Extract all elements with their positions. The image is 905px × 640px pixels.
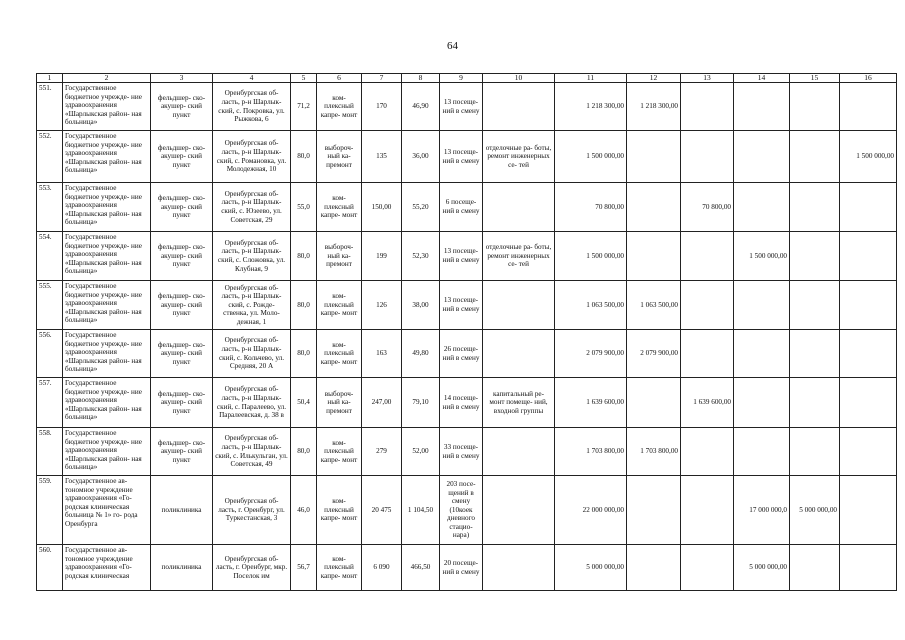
table-row xyxy=(37,281,897,330)
work-description xyxy=(483,476,555,545)
work-type: выбороч- ный ка- премонт xyxy=(317,378,362,428)
header-row xyxy=(37,74,897,83)
work-type: ком- плексный капре- монт xyxy=(317,330,362,378)
work-description xyxy=(483,545,555,591)
area: 80,0 xyxy=(291,428,317,476)
row-number: 553. xyxy=(37,183,63,232)
amount-col-13 xyxy=(681,476,734,545)
col-8: 49,80 xyxy=(402,330,440,378)
institution-name: Государственное бюджетное учрежде- ние здравоохранения «Шарлыкская район- ная больница» xyxy=(63,330,151,378)
column-header: 7 xyxy=(362,74,402,83)
total-amount: 5 000 000,00 xyxy=(555,545,627,591)
amount-col-16 xyxy=(840,428,897,476)
amount-col-13 xyxy=(681,131,734,183)
amount-col-13 xyxy=(681,83,734,131)
amount-col-14: 17 000 000,0 xyxy=(734,476,790,545)
facility-type: фельдшер- ско-акушер- ский пункт xyxy=(151,428,213,476)
work-type: выбороч- ный ка- премонт xyxy=(317,131,362,183)
area: 80,0 xyxy=(291,330,317,378)
work-description: отделочные ра- боты, ремонт инженерных се- тей xyxy=(483,232,555,281)
amount-col-13 xyxy=(681,232,734,281)
amount-col-15 xyxy=(790,428,840,476)
col-8: 55,20 xyxy=(402,183,440,232)
col-7: 135 xyxy=(362,131,402,183)
row-number: 552. xyxy=(37,131,63,183)
address: Оренбургская об- ласть, р-н Шарлык- ский, с. Рожде- ственка, ул. Моло- дежная, 1 xyxy=(213,281,291,330)
row-number: 558. xyxy=(37,428,63,476)
work-type: ком- плексный капре- монт xyxy=(317,545,362,591)
col-7: 126 xyxy=(362,281,402,330)
amount-col-14 xyxy=(734,131,790,183)
row-number: 551. xyxy=(37,83,63,131)
work-type: ком- плексный капре- монт xyxy=(317,428,362,476)
col-7: 163 xyxy=(362,330,402,378)
facility-type: фельдшер- ско-акушер- ский пункт xyxy=(151,131,213,183)
area: 46,0 xyxy=(291,476,317,545)
work-type: ком- плексный капре- монт xyxy=(317,476,362,545)
amount-col-15 xyxy=(790,183,840,232)
data-table xyxy=(36,73,897,591)
total-amount: 70 800,00 xyxy=(555,183,627,232)
facility-type: фельдшер- ско-акушер- ский пункт xyxy=(151,281,213,330)
capacity: 203 посе- щений в смену (10коек дневного стацио- нара) xyxy=(440,476,483,545)
amount-col-16 xyxy=(840,281,897,330)
work-type: ком- плексный капре- монт xyxy=(317,83,362,131)
work-description: капитальный ре- монт помеще- ний, входной группы xyxy=(483,378,555,428)
facility-type: фельдшер- ско-акушер- ский пункт xyxy=(151,378,213,428)
total-amount: 1 703 800,00 xyxy=(555,428,627,476)
total-amount: 22 000 000,00 xyxy=(555,476,627,545)
amount-col-12 xyxy=(627,232,681,281)
amount-col-16 xyxy=(840,183,897,232)
col-8: 466,50 xyxy=(402,545,440,591)
table-row xyxy=(37,428,897,476)
area: 80,0 xyxy=(291,281,317,330)
amount-col-13 xyxy=(681,428,734,476)
capacity: 13 посеще- ний в смену xyxy=(440,232,483,281)
institution-name: Государственное бюджетное учрежде- ние здравоохранения «Шарлыкская район- ная больница» xyxy=(63,428,151,476)
facility-type: фельдшер- ско-акушер- ский пункт xyxy=(151,83,213,131)
amount-col-14 xyxy=(734,330,790,378)
amount-col-16 xyxy=(840,476,897,545)
facility-type: фельдшер- ско-акушер- ский пункт xyxy=(151,232,213,281)
institution-name: Государственное бюджетное учрежде- ние здравоохранения «Шарлыкская район- ная больница» xyxy=(63,131,151,183)
amount-col-16: 1 500 000,00 xyxy=(840,131,897,183)
capacity: 13 посеще- ний в смену xyxy=(440,281,483,330)
institution-name: Государственное бюджетное учрежде- ние здравоохранения «Шарлыкская район- ная больница» xyxy=(63,281,151,330)
col-7: 150,00 xyxy=(362,183,402,232)
table-row xyxy=(37,330,897,378)
amount-col-14: 1 500 000,00 xyxy=(734,232,790,281)
address: Оренбургская об- ласть, р-н Шарлык- ский, с. Юзеево, ул. Советская, 29 xyxy=(213,183,291,232)
table-row xyxy=(37,378,897,428)
institution-name: Государственное бюджетное учрежде- ние здравоохранения «Шарлыкская район- ная больница» xyxy=(63,183,151,232)
amount-col-13 xyxy=(681,330,734,378)
amount-col-15 xyxy=(790,83,840,131)
column-header: 6 xyxy=(317,74,362,83)
amount-col-14 xyxy=(734,428,790,476)
column-header: 13 xyxy=(681,74,734,83)
column-header: 10 xyxy=(483,74,555,83)
column-header: 5 xyxy=(291,74,317,83)
work-description xyxy=(483,183,555,232)
address: Оренбургская об- ласть, р-н Шарлык- ский, с. Кольчево, ул. Средняя, 20 А xyxy=(213,330,291,378)
amount-col-15 xyxy=(790,545,840,591)
total-amount: 1 639 600,00 xyxy=(555,378,627,428)
capacity: 14 посеще- ний в смену xyxy=(440,378,483,428)
work-description xyxy=(483,330,555,378)
column-header: 14 xyxy=(734,74,790,83)
col-7: 170 xyxy=(362,83,402,131)
row-number: 557. xyxy=(37,378,63,428)
area: 55,0 xyxy=(291,183,317,232)
work-type: выбороч- ный ка- премонт xyxy=(317,232,362,281)
capacity: 13 посеще- ний в смену xyxy=(440,131,483,183)
col-7: 247,00 xyxy=(362,378,402,428)
column-header: 11 xyxy=(555,74,627,83)
column-header: 15 xyxy=(790,74,840,83)
address: Оренбургская об- ласть, р-н Шарлык- ский, с. Илькульган, ул. Советская, 49 xyxy=(213,428,291,476)
table-row xyxy=(37,131,897,183)
col-8: 46,90 xyxy=(402,83,440,131)
amount-col-15 xyxy=(790,281,840,330)
institution-name: Государственное бюджетное учрежде- ние здравоохранения «Шарлыкская район- ная больница» xyxy=(63,83,151,131)
work-description xyxy=(483,83,555,131)
row-number: 554. xyxy=(37,232,63,281)
work-description xyxy=(483,428,555,476)
total-amount: 2 079 900,00 xyxy=(555,330,627,378)
address: Оренбургская об- ласть, р-н Шарлык- ский, с. Покровка, ул. Рыжкова, 6 xyxy=(213,83,291,131)
facility-type: поликлиника xyxy=(151,476,213,545)
area: 50,4 xyxy=(291,378,317,428)
col-8: 79,10 xyxy=(402,378,440,428)
amount-col-12: 1 218 300,00 xyxy=(627,83,681,131)
col-8: 52,00 xyxy=(402,428,440,476)
row-number: 556. xyxy=(37,330,63,378)
work-type: ком- плексный капре- монт xyxy=(317,281,362,330)
col-8: 52,30 xyxy=(402,232,440,281)
column-header: 9 xyxy=(440,74,483,83)
facility-type: поликлиника xyxy=(151,545,213,591)
col-7: 279 xyxy=(362,428,402,476)
address: Оренбургская об- ласть, г. Оренбург, ул. Туркестанская, 3 xyxy=(213,476,291,545)
amount-col-12 xyxy=(627,378,681,428)
column-header: 2 xyxy=(63,74,151,83)
institution-name: Государственное бюджетное учрежде- ние здравоохранения «Шарлыкская район- ная больница» xyxy=(63,232,151,281)
amount-col-15 xyxy=(790,232,840,281)
amount-col-14 xyxy=(734,378,790,428)
address: Оренбургская об- ласть, р-н Шарлык- ский, с. Паралеево, ул. Паралеевская, д. 38 в xyxy=(213,378,291,428)
table-row xyxy=(37,183,897,232)
column-header: 8 xyxy=(402,74,440,83)
column-header: 12 xyxy=(627,74,681,83)
col-8: 36,00 xyxy=(402,131,440,183)
column-header: 1 xyxy=(37,74,63,83)
col-7: 20 475 xyxy=(362,476,402,545)
amount-col-12: 2 079 900,00 xyxy=(627,330,681,378)
total-amount: 1 500 000,00 xyxy=(555,232,627,281)
amount-col-15: 5 000 000,00 xyxy=(790,476,840,545)
amount-col-16 xyxy=(840,378,897,428)
work-description: отделочные ра- боты, ремонт инженерных се- тей xyxy=(483,131,555,183)
amount-col-16 xyxy=(840,83,897,131)
column-header: 16 xyxy=(840,74,897,83)
amount-col-12 xyxy=(627,131,681,183)
amount-col-12 xyxy=(627,476,681,545)
area: 71,2 xyxy=(291,83,317,131)
amount-col-15 xyxy=(790,131,840,183)
table-row xyxy=(37,83,897,131)
amount-col-14 xyxy=(734,183,790,232)
address: Оренбургская об- ласть, г. Оренбург, мкр. Поселок им xyxy=(213,545,291,591)
institution-name: Государственное ав- тономное учреждение здравоохранения «Го- родская клиническая xyxy=(63,545,151,591)
table-row xyxy=(37,476,897,545)
amount-col-15 xyxy=(790,330,840,378)
area: 80,0 xyxy=(291,131,317,183)
col-7: 199 xyxy=(362,232,402,281)
total-amount: 1 500 000,00 xyxy=(555,131,627,183)
institution-name: Государственное бюджетное учрежде- ние здравоохранения «Шарлыкская район- ная больница» xyxy=(63,378,151,428)
area: 56,7 xyxy=(291,545,317,591)
amount-col-13: 1 639 600,00 xyxy=(681,378,734,428)
table-row xyxy=(37,232,897,281)
capacity: 33 посеще- ний в смену xyxy=(440,428,483,476)
total-amount: 1 218 300,00 xyxy=(555,83,627,131)
col-8: 38,00 xyxy=(402,281,440,330)
page-number: 64 xyxy=(447,40,458,52)
table-row xyxy=(37,545,897,591)
work-type: ком- плексный капре- монт xyxy=(317,183,362,232)
facility-type: фельдшер- ско-акушер- ский пункт xyxy=(151,330,213,378)
facility-type: фельдшер- ско-акушер- ский пункт xyxy=(151,183,213,232)
amount-col-13 xyxy=(681,545,734,591)
column-header: 4 xyxy=(213,74,291,83)
row-number: 555. xyxy=(37,281,63,330)
capacity: 6 посеще- ний в смену xyxy=(440,183,483,232)
address: Оренбургская об- ласть, р-н Шарлык- ский, с. Романовка, ул. Молодежная, 10 xyxy=(213,131,291,183)
col-7: 6 090 xyxy=(362,545,402,591)
amount-col-12: 1 063 500,00 xyxy=(627,281,681,330)
amount-col-15 xyxy=(790,378,840,428)
column-header: 3 xyxy=(151,74,213,83)
capacity: 20 посеще- ний в смену xyxy=(440,545,483,591)
row-number: 560. xyxy=(37,545,63,591)
amount-col-12: 1 703 800,00 xyxy=(627,428,681,476)
col-8: 1 104,50 xyxy=(402,476,440,545)
amount-col-16 xyxy=(840,545,897,591)
amount-col-13 xyxy=(681,281,734,330)
amount-col-14 xyxy=(734,83,790,131)
capacity: 13 посеще- ний в смену xyxy=(440,83,483,131)
amount-col-12 xyxy=(627,183,681,232)
total-amount: 1 063 500,00 xyxy=(555,281,627,330)
amount-col-14: 5 000 000,00 xyxy=(734,545,790,591)
area: 80,0 xyxy=(291,232,317,281)
institution-name: Государственное ав- тономное учреждение здравоохранения «Го- родская клиническая больница № 1» го- рода Оренбурга xyxy=(63,476,151,545)
work-description xyxy=(483,281,555,330)
amount-col-16 xyxy=(840,330,897,378)
row-number: 559. xyxy=(37,476,63,545)
amount-col-14 xyxy=(734,281,790,330)
address: Оренбургская об- ласть, р-н Шарлык- ский, с. Сложовка, ул. Клубная, 9 xyxy=(213,232,291,281)
amount-col-16 xyxy=(840,232,897,281)
capacity: 26 посеще- ний в смену xyxy=(440,330,483,378)
amount-col-13: 70 800,00 xyxy=(681,183,734,232)
amount-col-12 xyxy=(627,545,681,591)
